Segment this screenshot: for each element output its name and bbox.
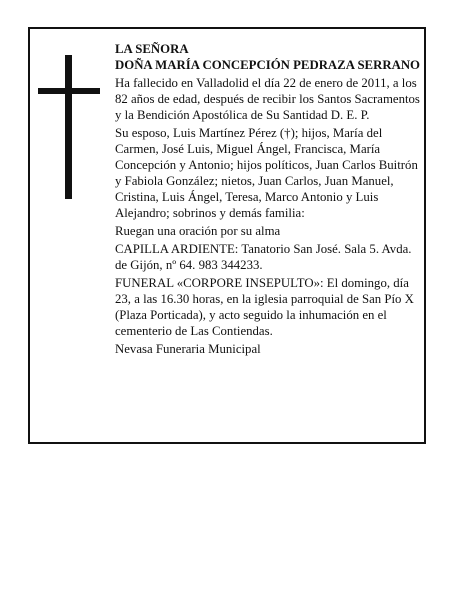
notice-text [115,41,421,357]
family-list: Su esposo, Luis Martínez Pérez (†); hijos, María del Carmen, José Luis, Miguel Ángel, Francisca, María Concepción y Antonio; hijos políticos, Juan Carlos Buitrón y Fabiola González; nietos, Juan Carlos, Juan Manuel, Cristina, Luis Ángel, Teresa, Marco Antonio y Luis Alejandro; sobrinos y demás familia: [115,126,418,220]
notice-title-line-1: LA SEÑORA [115,42,189,56]
death-announcement: Ha fallecido en Valladolid el día 22 de enero de 2011, a los 82 años de edad, después de recibir los Santos Sacramentos y la Bendición Apostólica de Su Santidad D. E. P. [115,76,420,122]
funeral-home: Nevasa Funeraria Municipal [115,342,261,356]
obituary-notice [28,27,426,444]
funeral-info: FUNERAL «CORPORE INSEPULTO»: El domingo, día 23, a las 16.30 horas, en la iglesia parroquial de San Pío X (Plaza Porticada), y acto seguido la inhumación en el cementerio de Las Contiendas. [115,276,414,338]
notice-title-line-2: DOÑA MARÍA CONCEPCIÓN PEDRAZA SERRANO [115,58,421,72]
prayer-request: Ruegan una oración por su alma [115,224,281,238]
cross-horizontal-bar [38,88,100,94]
cross-vertical-bar [65,55,72,199]
cross-icon [38,55,100,199]
chapel-info: CAPILLA ARDIENTE: Tanatorio San José. Sala 5. Avda. de Gijón, nº 64. 983 344233. [115,242,412,272]
